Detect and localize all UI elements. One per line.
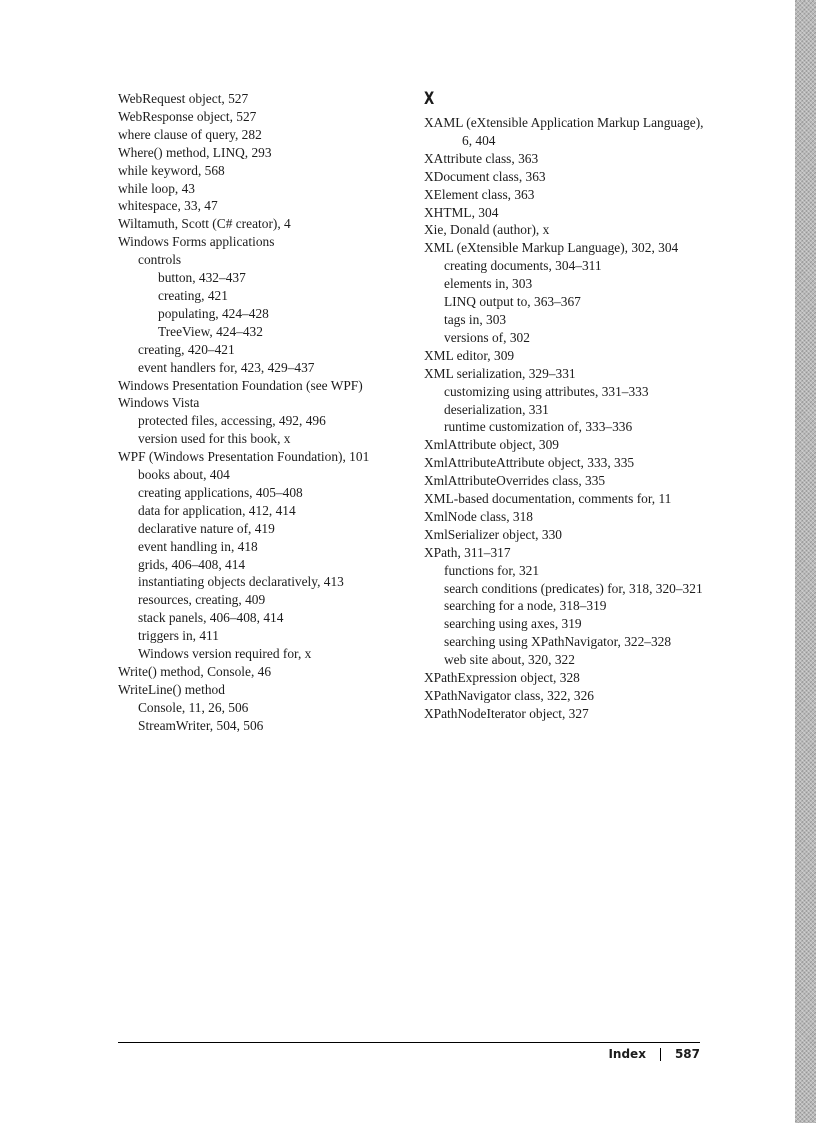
index-entry: XML (eXtensible Markup Language), 302, 304	[424, 240, 679, 256]
index-entry: Windows Vista	[118, 395, 200, 411]
index-entry: XAttribute class, 363	[424, 150, 539, 166]
index-entry: search conditions (predicates) for, 318, 320–321	[444, 580, 703, 596]
index-entry: resources, creating, 409	[138, 592, 266, 608]
index-entry: while loop, 43	[118, 180, 195, 196]
index-entry: versions of, 302	[444, 329, 530, 345]
index-column-right	[424, 90, 714, 723]
index-entry: XHTML, 304	[424, 204, 499, 220]
index-entry: searching using axes, 319	[444, 616, 582, 632]
index-entry: where clause of query, 282	[118, 126, 262, 142]
index-entry: TreeView, 424–432	[158, 323, 263, 339]
index-entry: XmlAttributeAttribute object, 333, 335	[424, 455, 635, 471]
index-entry: XPathNavigator class, 322, 326	[424, 688, 594, 703]
index-entry: WPF (Windows Presentation Foundation), 101	[118, 449, 370, 465]
index-entry: Windows Forms applications	[118, 234, 275, 250]
index-entry: XmlSerializer object, 330	[424, 526, 562, 542]
index-entry: stack panels, 406–408, 414	[138, 610, 284, 626]
index-entry: tags in, 303	[444, 311, 507, 327]
index-entry: XPath, 311–317	[424, 544, 511, 560]
index-entry: Write() method, Console, 46	[118, 664, 272, 679]
index-entry: whitespace, 33, 47	[118, 198, 218, 214]
footer-separator	[660, 1048, 661, 1061]
index-entry: triggers in, 411	[138, 628, 219, 644]
footer-rule	[118, 1042, 700, 1043]
index-entry: XmlAttributeOverrides class, 335	[424, 473, 606, 489]
index-entry: button, 432–437	[158, 270, 246, 286]
index-entry: WebRequest object, 527	[118, 91, 249, 106]
index-entry: Where() method, LINQ, 293	[118, 144, 272, 160]
index-entry: Windows Presentation Foundation (see WPF)	[118, 377, 363, 393]
index-entry: creating, 420–421	[138, 341, 235, 357]
index-entry: XPathNodeIterator object, 327	[424, 705, 589, 721]
index-entry: XElement class, 363	[424, 186, 535, 202]
index-entry: books about, 404	[138, 467, 230, 483]
index-entry: Xie, Donald (author), x	[424, 222, 550, 238]
index-entry: web site about, 320, 322	[444, 652, 575, 668]
index-entry: functions for, 321	[444, 562, 540, 578]
index-entry: deserialization, 331	[444, 401, 549, 417]
index-entry: data for application, 412, 414	[138, 502, 296, 518]
index-entry: populating, 424–428	[158, 305, 269, 321]
index-entry: WebResponse object, 527	[118, 108, 257, 124]
index-entry: event handlers for, 423, 429–437	[138, 359, 315, 375]
page-number: 587	[674, 1047, 700, 1061]
index-entry: creating documents, 304–311	[444, 258, 602, 274]
index-entry: LINQ output to, 363–367	[444, 294, 581, 310]
index-entry: protected files, accessing, 492, 496	[138, 413, 326, 429]
index-entry: customizing using attributes, 331–333	[444, 383, 649, 399]
index-entry: XML editor, 309	[424, 347, 515, 363]
index-entry: XML-based documentation, comments for, 11	[424, 491, 672, 507]
index-entry: instantiating objects declaratively, 413	[138, 574, 344, 590]
index-entry: XAML (eXtensible Application Markup Language), 6, 404	[424, 115, 704, 148]
index-entry: XmlAttribute object, 309	[424, 437, 559, 453]
index-entry: StreamWriter, 504, 506	[138, 717, 264, 733]
page-footer	[608, 1047, 700, 1061]
footer-section-label: Index	[608, 1047, 646, 1061]
index-entry: elements in, 303	[444, 276, 533, 292]
index-entry: creating applications, 405–408	[138, 484, 303, 500]
index-entry: runtime customization of, 333–336	[444, 419, 633, 435]
index-entry: XML serialization, 329–331	[424, 365, 576, 381]
page-edge-strip	[795, 0, 816, 1123]
index-entry: Windows version required for, x	[138, 646, 312, 662]
section-letter-heading: X	[424, 89, 435, 109]
index-entry: controls	[138, 252, 182, 268]
index-entry: XPathExpression object, 328	[424, 670, 580, 686]
index-entry: version used for this book, x	[138, 431, 291, 447]
index-entry: XDocument class, 363	[424, 168, 546, 184]
index-entry: XmlNode class, 318	[424, 508, 533, 524]
index-entry: declarative nature of, 419	[138, 520, 275, 536]
index-entry: creating, 421	[158, 287, 228, 303]
index-entry: event handling in, 418	[138, 538, 258, 554]
index-entry: Console, 11, 26, 506	[138, 699, 249, 715]
index-entry: while keyword, 568	[118, 162, 225, 178]
index-entry: grids, 406–408, 414	[138, 556, 246, 572]
index-column-left	[118, 90, 408, 735]
index-list-right	[424, 114, 714, 723]
index-entry: searching using XPathNavigator, 322–328	[444, 634, 672, 650]
index-entry: WriteLine() method	[118, 681, 225, 697]
index-entry: searching for a node, 318–319	[444, 598, 607, 614]
index-entry: Wiltamuth, Scott (C# creator), 4	[118, 216, 291, 232]
